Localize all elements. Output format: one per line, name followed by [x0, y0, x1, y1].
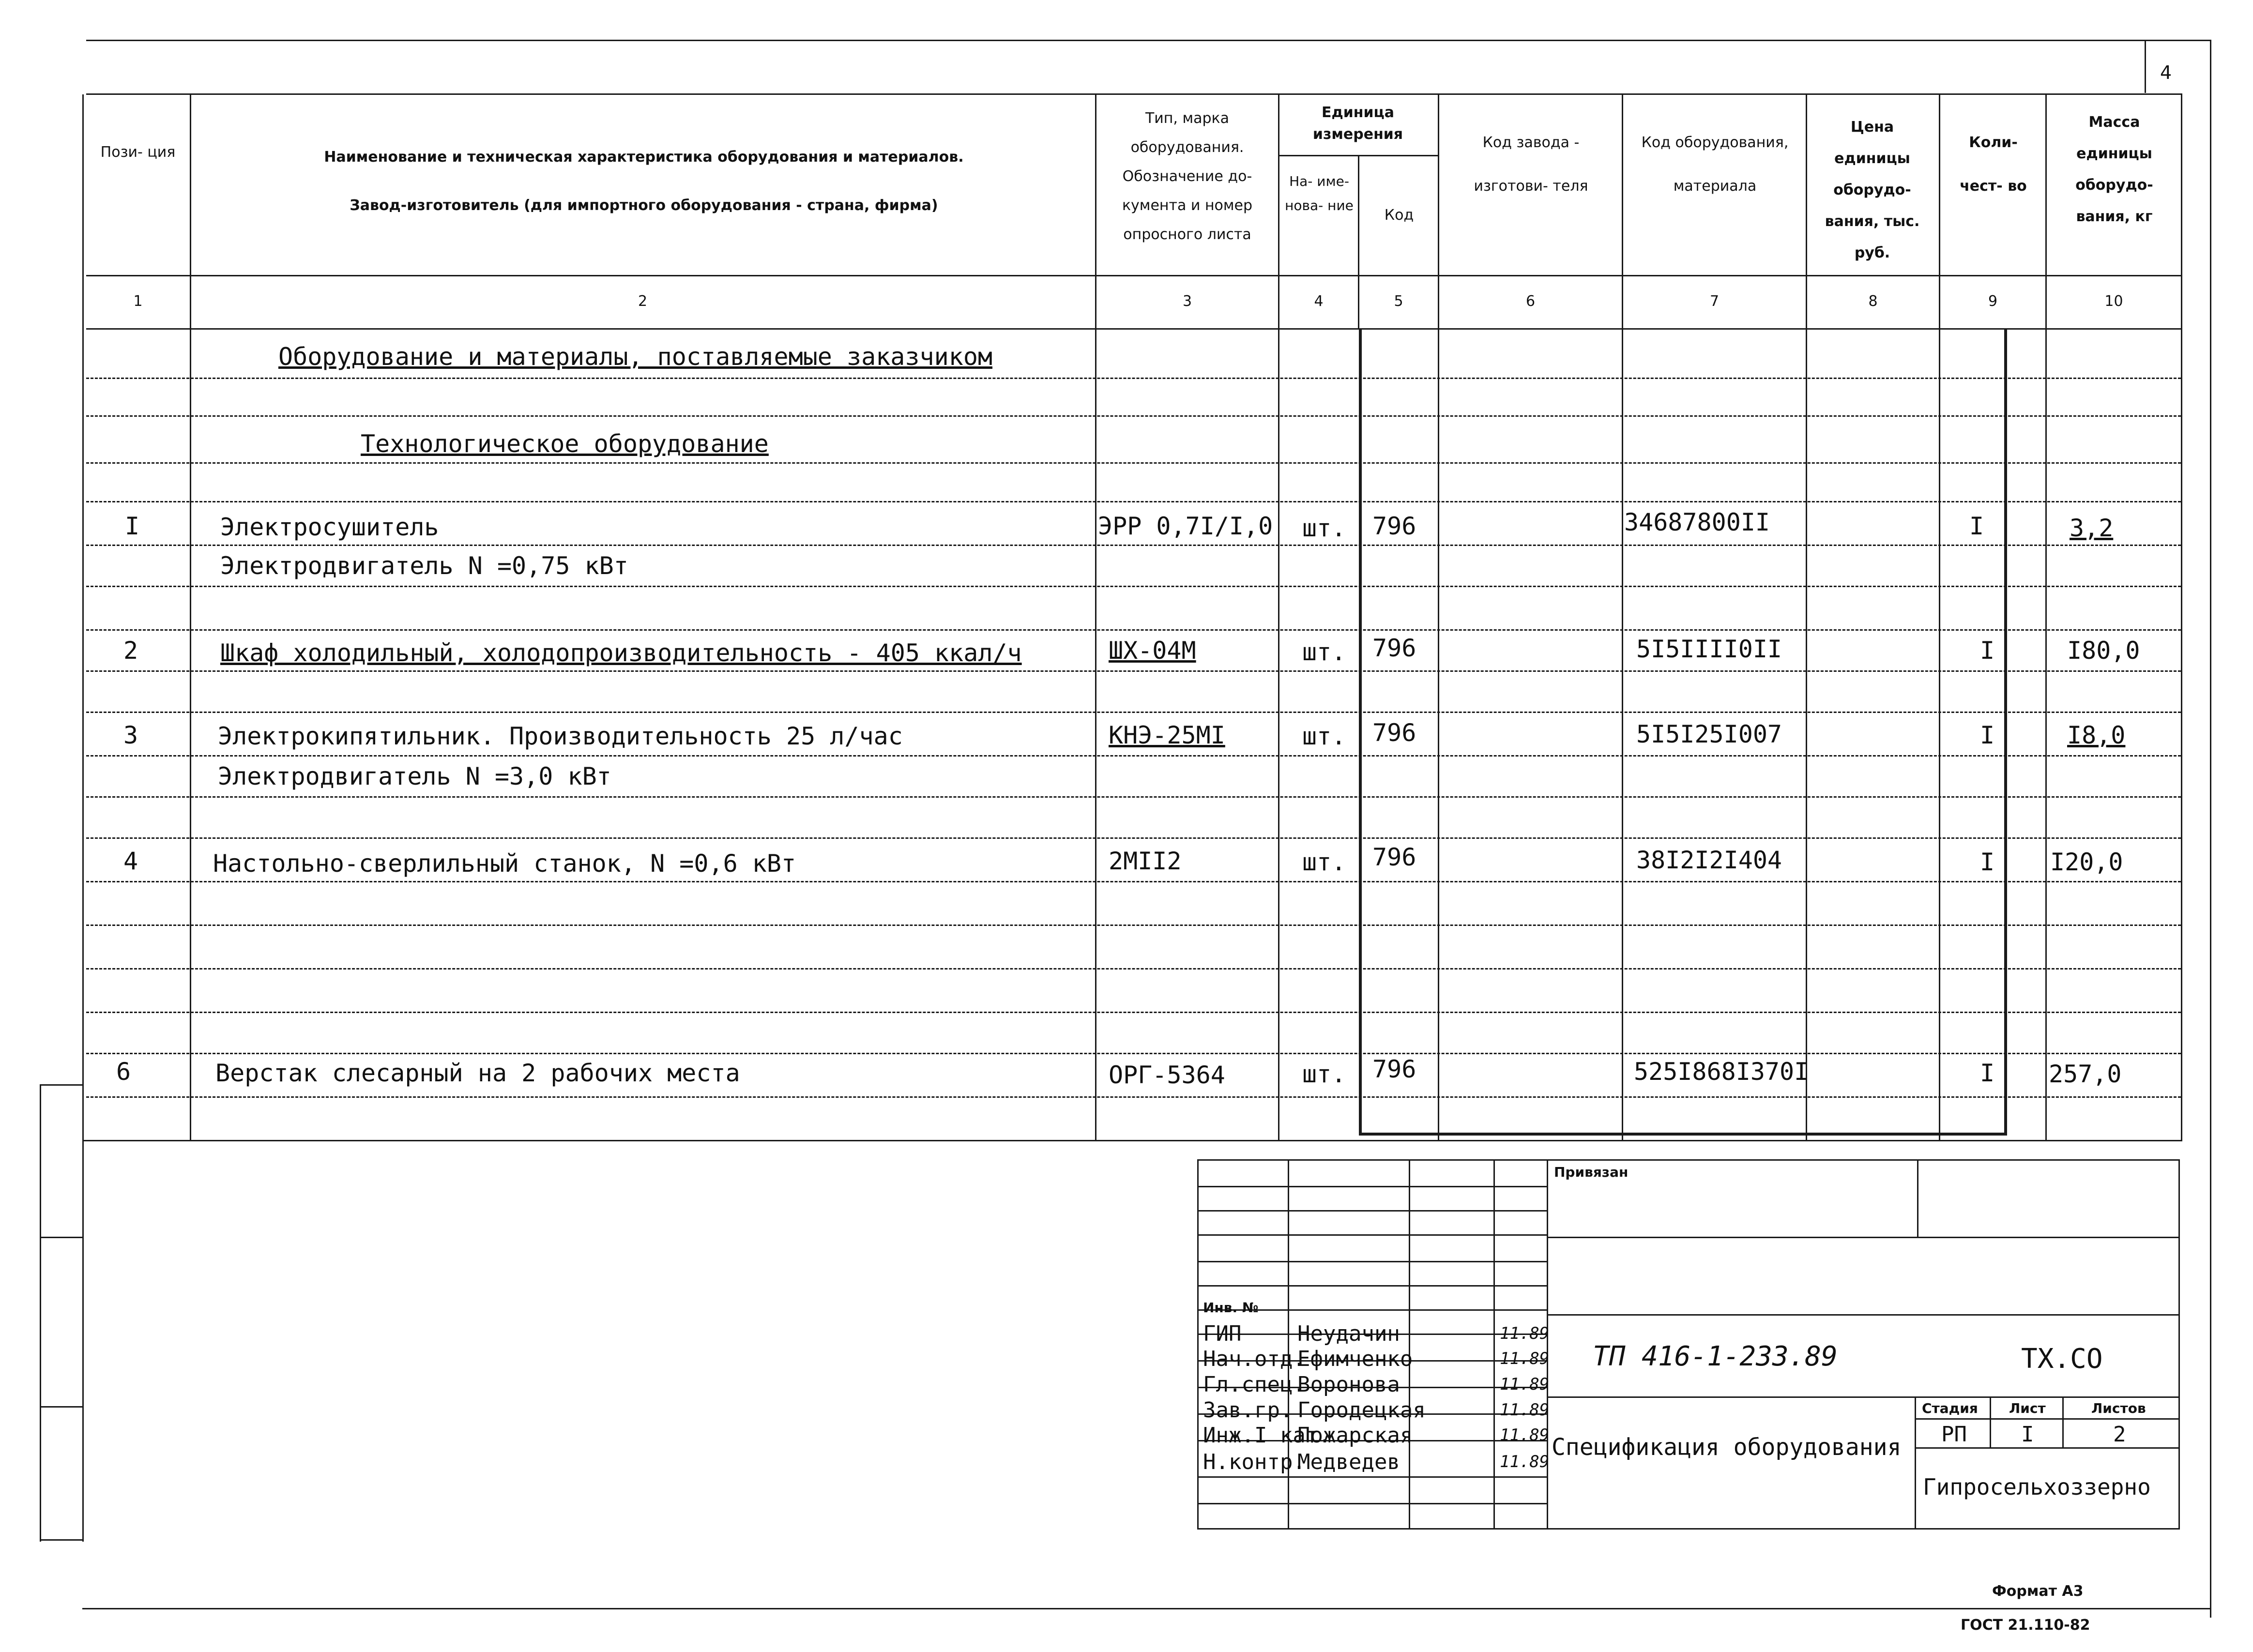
colnum-7: 7 [1709, 293, 1720, 310]
sheet-code: ТХ.СО [2021, 1343, 2103, 1375]
item-unit: шт. [1302, 722, 1346, 750]
item-qty: I [1980, 1059, 1995, 1087]
sig-row-line [1197, 1285, 1548, 1287]
page-number: 4 [2160, 62, 2172, 83]
row-line [86, 501, 2181, 502]
binding-strip-h4 [40, 1539, 83, 1541]
binding-strip-h2 [40, 1237, 83, 1238]
titleblock-bottom [1197, 1528, 2180, 1530]
row-line [86, 378, 2181, 379]
item-mass: I20,0 [2050, 848, 2123, 876]
item-code: 38I2I2I404 [1636, 846, 1782, 874]
section-heading-main: Оборудование и материалы, поставляемые заказчиком [278, 343, 993, 371]
col-sep-3 [1278, 93, 1279, 1141]
document-code: ТП 416-1-233.89 [1593, 1341, 1838, 1372]
colnum-4: 4 [1314, 293, 1324, 310]
section-heading-sub: Технологическое оборудование [361, 430, 769, 458]
stage-label-line [1915, 1418, 2180, 1420]
header-price: Цена единицы оборудо- вания, тыс. руб. [1825, 119, 1920, 261]
item-qty: I [1980, 721, 1995, 749]
col-sep-1 [190, 93, 191, 1141]
item-position: 6 [116, 1058, 131, 1086]
sig-row-line [1197, 1186, 1548, 1187]
thick-box-right [2004, 329, 2007, 1135]
row-line [86, 1053, 2181, 1054]
col-sep-2 [1095, 93, 1096, 1141]
signature-date: 11.89 [1500, 1452, 1550, 1471]
row-line [86, 796, 2181, 798]
signature-name: Воронова [1297, 1372, 1400, 1397]
signature-role: ГИП [1203, 1321, 1242, 1346]
item-code: 34687800II [1624, 508, 1770, 536]
inv-number-label: Инв. № [1203, 1300, 1259, 1316]
bottom-border-line [82, 1608, 2211, 1609]
item-mass: 257,0 [2049, 1060, 2122, 1088]
signature-date: 11.89 [1500, 1349, 1550, 1368]
binding-strip-inner [82, 94, 84, 1542]
stage-label: Стадия [1922, 1400, 1978, 1416]
stage-value: РП [1941, 1422, 1967, 1447]
row-line [86, 462, 2181, 464]
col-sep-10 [2181, 93, 2182, 1141]
row-line [86, 415, 2181, 417]
titleblock-left [1197, 1159, 1199, 1530]
row-line [86, 629, 2181, 631]
item-unit-code: 796 [1372, 1055, 1416, 1083]
item-position: 4 [123, 847, 138, 875]
sig-row-line [1197, 1503, 1548, 1504]
binding-strip-h3 [40, 1406, 83, 1408]
thick-box-bottom [1359, 1133, 2007, 1136]
doc-code-top [1547, 1396, 2180, 1398]
row-line [86, 712, 2181, 713]
thick-box-left [1359, 329, 1362, 1135]
signature-date: 11.89 [1500, 1425, 1550, 1445]
colnum-2: 2 [638, 293, 648, 310]
signature-name: Неудачин [1297, 1321, 1400, 1346]
header-name-line1: Наименование и техническая характеристика оборудования и материалов. [324, 149, 964, 166]
signature-name: Медведев [1297, 1450, 1400, 1474]
item-extra: Электродвигатель N =3,0 кВт [218, 762, 611, 790]
header-unit-group: Единица измерения [1312, 104, 1403, 143]
item-type: ШХ-04М [1109, 637, 1196, 665]
code-row-bottom [1547, 1314, 2180, 1316]
item-name: Электросушитель [220, 513, 439, 541]
right-border-line [2210, 40, 2211, 1618]
item-position: 3 [123, 721, 138, 749]
sheets-value: 2 [2113, 1422, 2126, 1447]
colnum-3: 3 [1182, 293, 1192, 310]
row-line [86, 925, 2181, 926]
header-name-line2: Завод-изготовитель (для импортного оборудования - страна, фирма) [350, 197, 938, 214]
stage-col-sep [2062, 1396, 2064, 1449]
organization-name: Гипросельхоззерно [1923, 1474, 2151, 1500]
privyazan-bottom [1547, 1237, 2180, 1238]
item-qty: I [1980, 637, 1995, 665]
item-code: 5I5IIII0II [1636, 635, 1782, 663]
signature-role: Гл.спец. [1203, 1372, 1306, 1397]
binding-strip-h1 [40, 1084, 83, 1086]
item-mass: 3,2 [2070, 514, 2114, 542]
signature-name: Ефимченко [1297, 1347, 1413, 1371]
col-sep-6 [1622, 93, 1623, 1141]
colnum-5: 5 [1394, 293, 1403, 310]
item-mass: I8,0 [2067, 721, 2126, 749]
stage-block-left [1915, 1396, 1916, 1530]
stage-col-sep [1990, 1396, 1991, 1449]
sig-col-sep [1547, 1159, 1548, 1530]
header-mass: Масса единицы оборудо- вания, кг [2075, 114, 2153, 225]
sheet-label: Лист [2009, 1400, 2046, 1416]
header-quantity: Коли- чест- во [1960, 134, 2027, 195]
sig-col-sep [1409, 1159, 1410, 1530]
colnum-1: 1 [133, 293, 143, 310]
stage-value-line [1915, 1447, 2180, 1449]
signature-role: Нач.отд. [1203, 1347, 1306, 1371]
item-unit-code: 796 [1372, 634, 1416, 662]
signature-role: Зав.гр. [1203, 1398, 1293, 1423]
item-name: Верстак слесарный на 2 рабочих места [215, 1059, 740, 1087]
header-factory-code: Код завода - изготови- теля [1474, 134, 1588, 195]
sig-row-line [1197, 1261, 1548, 1262]
table-bottom-line [82, 1140, 2181, 1141]
gost-label: ГОСТ 21.110-82 [1961, 1617, 2090, 1634]
item-unit: шт. [1302, 514, 1346, 542]
row-line [86, 586, 2181, 587]
row-line [86, 1012, 2181, 1013]
binding-strip-outer [40, 1084, 41, 1542]
titleblock-top [1197, 1159, 2180, 1161]
col-sep-8 [1939, 93, 1940, 1141]
item-position: I [125, 512, 140, 540]
row-line [86, 968, 2181, 970]
row-line [86, 670, 2181, 672]
titleblock-right [2178, 1159, 2180, 1530]
item-qty: I [1969, 512, 1984, 540]
row-line [86, 837, 2181, 839]
item-name: Электрокипятильник. Производительность 25 л/час [218, 722, 903, 750]
colnum-bottom-line [86, 328, 2181, 330]
format-label: Формат А3 [1992, 1583, 2084, 1600]
header-top-line [86, 93, 2181, 95]
header-unit-name: На- име- нова- ние [1285, 173, 1354, 213]
item-type: КНЭ-25МI [1109, 721, 1225, 749]
header-position: Пози- ция [100, 144, 176, 161]
sig-row-line [1197, 1210, 1548, 1212]
sheet-value: I [2021, 1422, 2034, 1447]
col-sep-9 [2045, 93, 2047, 1141]
privyazan-label: Привязан [1554, 1164, 1629, 1180]
item-name: Шкаф холодильный, холодопроизводительность - 405 ккал/ч [220, 639, 1022, 667]
signature-date: 11.89 [1500, 1324, 1550, 1343]
signature-date: 11.89 [1500, 1375, 1550, 1394]
item-type: ОРГ-5364 [1109, 1061, 1225, 1089]
item-name: Настольно-сверлильный станок, N =0,6 кВт [213, 849, 796, 878]
header-unit-code: Код [1384, 207, 1414, 224]
signature-date: 11.89 [1500, 1400, 1550, 1420]
privyazan-sep [1917, 1159, 1918, 1237]
col-sep-5 [1438, 93, 1439, 1141]
item-unit-code: 796 [1372, 843, 1416, 871]
item-code: 5I5I25I007 [1636, 720, 1782, 748]
row-line [86, 755, 2181, 757]
item-extra: Электродвигатель N =0,75 кВт [220, 552, 628, 580]
item-position: 2 [123, 637, 138, 665]
row-line [86, 881, 2181, 882]
item-mass: I80,0 [2067, 637, 2140, 665]
signature-role: Инж.I кат. [1203, 1423, 1331, 1448]
signature-role: Н.контр. [1203, 1450, 1306, 1474]
colnum-6: 6 [1525, 293, 1536, 310]
signature-name: Городецкая [1297, 1398, 1426, 1423]
header-type: Тип, марка оборудования. Обозначение до- кумента и номер опросного листа [1122, 110, 1253, 243]
item-unit: шт. [1302, 638, 1346, 666]
row-line [86, 1096, 2181, 1098]
page-number-box-left [2145, 40, 2146, 93]
signature-name: Пожарская [1297, 1423, 1413, 1448]
document-title: Спецификация оборудования [1552, 1434, 1902, 1461]
sig-col-sep [1493, 1159, 1495, 1530]
item-code: 525I868I370I [1634, 1058, 1809, 1086]
item-type: 2МII2 [1109, 847, 1182, 875]
item-unit: шт. [1302, 848, 1346, 876]
col-sep-7 [1806, 93, 1807, 1141]
sig-row-line [1197, 1234, 1548, 1236]
item-unit-code: 796 [1372, 719, 1416, 747]
item-type: ЭРР 0,7I/I,0 [1098, 512, 1273, 540]
colnum-10: 10 [2104, 293, 2123, 310]
colnum-9: 9 [1988, 293, 1998, 310]
item-qty: I [1980, 848, 1995, 876]
sheets-label: Листов [2091, 1400, 2146, 1416]
colnum-8: 8 [1868, 293, 1878, 310]
sig-row-line [1197, 1476, 1548, 1478]
item-unit-code: 796 [1372, 512, 1416, 540]
top-border-line [86, 40, 2211, 41]
row-line [86, 545, 2181, 546]
item-unit: шт. [1302, 1060, 1346, 1088]
header-bottom-line [86, 275, 2181, 276]
header-equipment-code: Код оборудования, материала [1641, 134, 1789, 195]
